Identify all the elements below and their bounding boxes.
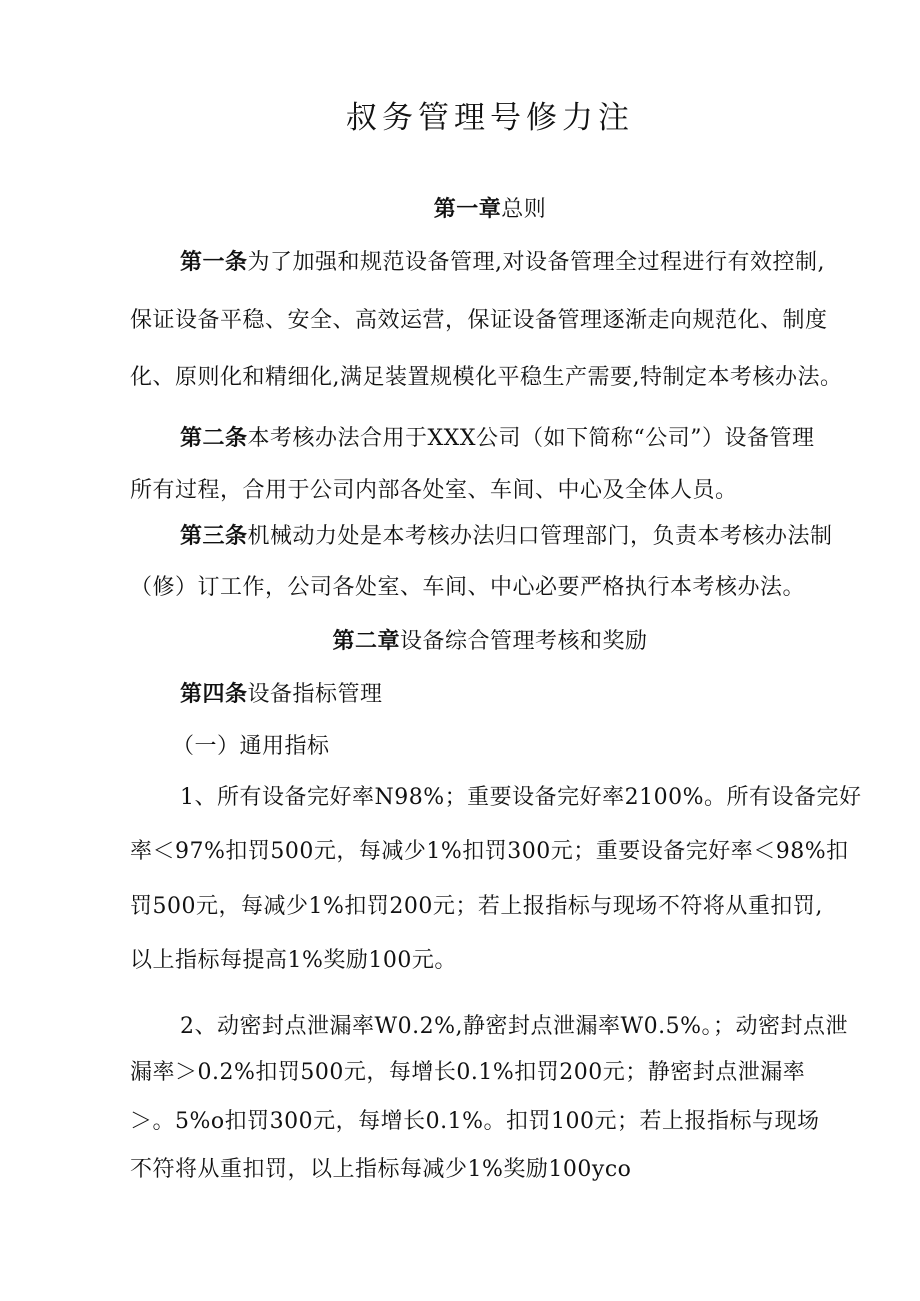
item-2-line-2: 漏率＞0.2%扣罚500元，每增长0.1%扣罚200元；静密封点泄漏率 [130, 1060, 806, 1085]
article-4-line: 第四条设备指标管理 [180, 682, 383, 707]
article-4-label: 第四条 [180, 682, 248, 707]
article-1-label: 第一条 [180, 250, 248, 275]
document-title: 叔务管理号修力注 [346, 100, 634, 136]
item-2-line-4: 不符将从重扣罚，以上指标每减少1%奖励100yco [130, 1157, 632, 1182]
section-1-heading: （一）通用指标 [172, 734, 330, 759]
article-1-line-2: 保证设备平稳、安全、高效运营，保证设备管理逐渐走向规范化、制度 [130, 308, 828, 333]
chapter-2-number: 第二章 [332, 629, 400, 654]
item-2-line-3: ＞。5%o扣罚300元，每增长0.1%。扣罚100元；若上报指标与现场 [130, 1109, 820, 1134]
article-3-line-1: 第三条机械动力处是本考核办法归口管理部门，负责本考核办法制 [180, 524, 833, 549]
item-1-line-1: 1、所有设备完好率N98%；重要设备完好率2100%。所有设备完好 [180, 785, 862, 810]
chapter-2-title: 设备综合管理考核和奖励 [400, 629, 648, 654]
item-1-line-2: 率＜97%扣罚500元，每减少1%扣罚300元；重要设备完好率＜98%扣 [130, 839, 849, 864]
article-3-label: 第三条 [180, 524, 248, 549]
article-1-line-3: 化、原则化和精细化,满足装置规模化平稳生产需要,特制定本考核办法。 [130, 365, 843, 390]
item-2-line-1: 2、动密封点泄漏率W0.2%,静密封点泄漏率W0.5%。；动密封点泄 [180, 1014, 848, 1039]
article-2-line-1: 第二条本考核办法合用于XXX公司（如下简称“公司”）设备管理 [180, 426, 815, 451]
chapter-1-heading [0, 195, 920, 225]
item-1-line-3: 罚500元，每减少1%扣罚200元；若上报指标与现场不符将从重扣罚, [130, 894, 823, 919]
chapter-2-heading [0, 627, 920, 657]
article-2-line-2: 所有过程，合用于公司内部各处室、车间、中心及全体人员。 [130, 478, 738, 503]
article-3-line-2: （修）订工作，公司各处室、车间、中心必要严格执行本考核办法。 [130, 575, 806, 600]
article-1-line-1: 第一条为了加强和规范设备管理,对设备管理全过程进行有效控制, [180, 250, 826, 275]
chapter-1-number: 第一章 [433, 197, 502, 222]
item-1-line-4: 以上指标每提高1%奖励100元。 [130, 948, 457, 973]
chapter-1-title: 总则 [501, 197, 547, 222]
article-2-label: 第二条 [180, 426, 248, 451]
